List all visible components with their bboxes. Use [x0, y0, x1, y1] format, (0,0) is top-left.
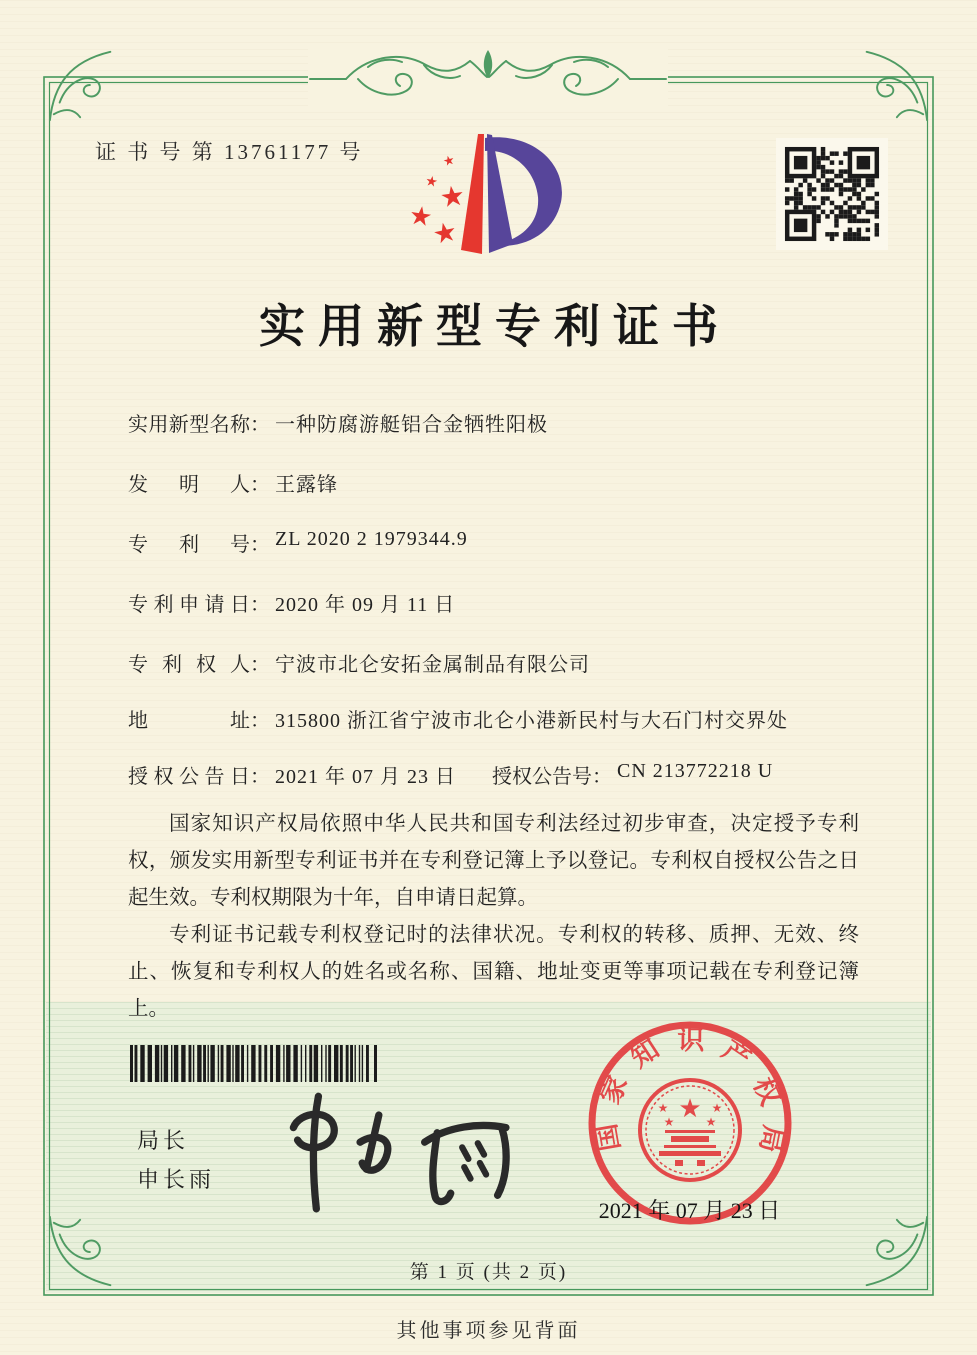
field-value: 王露锋: [275, 474, 338, 496]
field-grant-number: [492, 760, 773, 789]
field-inventor: [128, 468, 868, 528]
field-patentee: [128, 648, 868, 704]
national-emblem-icon: [640, 1080, 740, 1180]
field-colon: ：: [250, 654, 270, 676]
field-colon: ：: [250, 710, 270, 732]
field-address: [128, 704, 868, 760]
field-list: [128, 408, 868, 820]
seal-date: 2021 年 07 月 23 日: [598, 1198, 781, 1223]
barcode: [130, 1045, 378, 1082]
field-colon: ：: [250, 594, 270, 616]
field-value: 315800 浙江省宁波市北仑小港新民村与大石门村交界处: [275, 710, 788, 732]
certificate-title: 实用新型专利证书: [259, 301, 731, 352]
field-patent-number: [128, 528, 868, 588]
star-icon: ★: [423, 174, 439, 191]
seal-text: 国家知识产权局: [591, 1024, 789, 1156]
director-signature: [268, 1088, 523, 1213]
cnipa-logo: [385, 124, 585, 269]
top-flourish-ornament: [308, 46, 668, 112]
field-label: 专利申请日: [128, 594, 250, 616]
qr-code: [776, 138, 888, 250]
field-label: 发明人: [128, 474, 250, 496]
field-value: ZL 2020 2 1979344.9: [275, 528, 468, 550]
legal-paragraph-1: 国家知识产权局依照中华人民共和国专利法经过初步审查，决定授予专利权，颁发实用新型专利证书并在专利登记簿上予以登记。专利权自授权公告之日起生效。专利权期限为十年，自申请日起算。: [128, 813, 859, 909]
director-name: 申长雨: [137, 1167, 216, 1192]
field-colon: ：: [250, 534, 270, 556]
field-colon: ：: [592, 766, 612, 788]
field-value: 2021 年 07 月 23 日: [275, 766, 456, 788]
field-value: 2020 年 09 月 11 日: [275, 594, 456, 616]
field-label: 实用新型名称: [128, 414, 250, 436]
field-colon: ：: [250, 414, 270, 436]
director-title: 局长: [137, 1128, 190, 1153]
page-number: 第 1 页 (共 2 页): [409, 1262, 568, 1283]
svg-text:★: ★: [711, 1101, 723, 1115]
corner-flourish-top-left: [46, 46, 124, 124]
field-label: 专利号: [128, 534, 250, 556]
certificate-number: 证 书 号 第 13761177 号: [95, 140, 364, 164]
field-label: 专利权人: [128, 654, 250, 676]
legal-paragraph-2: 专利证书记载专利权登记时的法律状况。专利权的转移、质押、无效、终止、恢复和专利权人的姓名或名称、国籍、地址变更等事项记载在专利登记簿上。: [128, 924, 859, 1020]
star-icon: ★: [430, 215, 460, 251]
field-value: CN 213772218 U: [617, 760, 774, 782]
star-icon: ★: [437, 180, 468, 215]
svg-text:国家知识产权局: [591, 1025, 789, 1155]
corner-flourish-top-right: [853, 46, 931, 124]
field-colon: ：: [250, 766, 270, 788]
star-icon: ★: [407, 200, 435, 233]
svg-text:★: ★: [663, 1115, 675, 1129]
field-colon: ：: [250, 474, 270, 496]
field-value: 一种防腐游艇铝合金牺牲阳极: [275, 414, 548, 436]
svg-text:★: ★: [705, 1115, 717, 1129]
legal-text: [128, 806, 859, 1028]
svg-text:★: ★: [678, 1094, 702, 1124]
field-label: 授权公告号: [492, 766, 592, 788]
cnipa-logo-graphic: [385, 124, 585, 269]
field-label: 授权公告日: [128, 766, 250, 788]
star-icon: ★: [441, 151, 457, 170]
svg-text:★: ★: [657, 1101, 669, 1115]
field-utility-model-name: [128, 408, 868, 468]
field-value: 宁波市北仑安拓金属制品有限公司: [275, 654, 590, 676]
back-side-note: 其他事项参见背面: [396, 1320, 581, 1342]
field-label: 地址: [128, 710, 250, 732]
field-filing-date: [128, 588, 868, 648]
